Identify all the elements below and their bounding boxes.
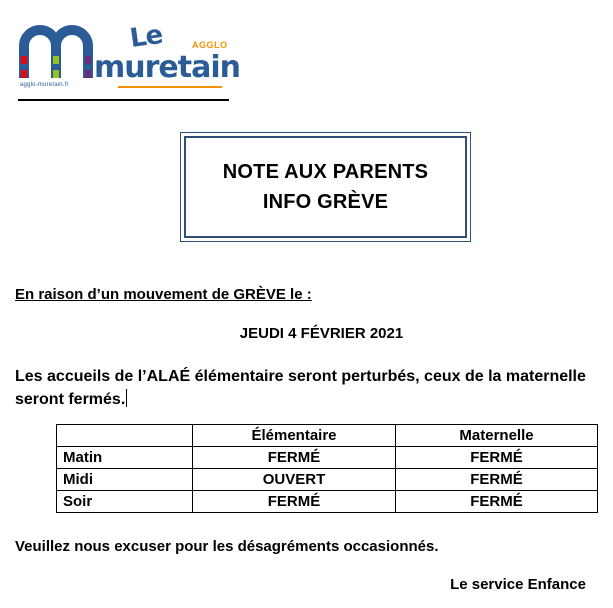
- logo-le-text: Le: [128, 19, 165, 55]
- table-row: [57, 491, 598, 513]
- table-row: [57, 469, 598, 491]
- logo-underline: [118, 86, 222, 88]
- text-cursor: [126, 389, 127, 407]
- table-header-empty: [57, 425, 193, 447]
- cell-elementaire: FERMÉ: [193, 491, 396, 513]
- row-label: Soir: [57, 491, 193, 513]
- table-row: [57, 447, 598, 469]
- intro-text: En raison d’un mouvement de GRÈVE le :: [15, 286, 312, 303]
- title-line-2: INFO GRÈVE: [262, 191, 389, 213]
- logo-agglo-text: AGGLO: [192, 40, 228, 50]
- notice-paragraph: [15, 365, 600, 411]
- cell-elementaire: OUVERT: [193, 469, 396, 491]
- row-label: Midi: [57, 469, 193, 491]
- title-box-inner: [184, 136, 467, 238]
- cell-maternelle: FERMÉ: [396, 447, 598, 469]
- schedule-table: [56, 424, 598, 513]
- logo-url-text: agglo-muretain.fr: [20, 82, 69, 88]
- table-header-maternelle: Maternelle: [396, 425, 598, 447]
- table-header-elementaire: Élémentaire: [193, 425, 396, 447]
- cell-elementaire: FERMÉ: [193, 447, 396, 469]
- title-line-1: NOTE AUX PARENTS: [222, 161, 429, 183]
- row-label: Matin: [57, 447, 193, 469]
- logo-muretain-text: muretain: [94, 50, 240, 85]
- title-box: [180, 132, 471, 242]
- cell-maternelle: FERMÉ: [396, 491, 598, 513]
- notice-paragraph-text: Les accueils de l’ALAÉ élémentaire seront perturbés, ceux de la maternelle seront fermés.: [15, 368, 586, 408]
- agglo-logo: [18, 19, 240, 102]
- logo-m-shape: [18, 20, 98, 80]
- header-rule: [18, 99, 229, 101]
- table-header-row: [57, 425, 598, 447]
- apology-text: Veuillez nous excuser pour les désagréments occasionnés.: [15, 538, 439, 555]
- cell-maternelle: FERMÉ: [396, 469, 598, 491]
- strike-date: JEUDI 4 FÉVRIER 2021: [239, 325, 404, 342]
- signature-text: Le service Enfance: [450, 576, 586, 593]
